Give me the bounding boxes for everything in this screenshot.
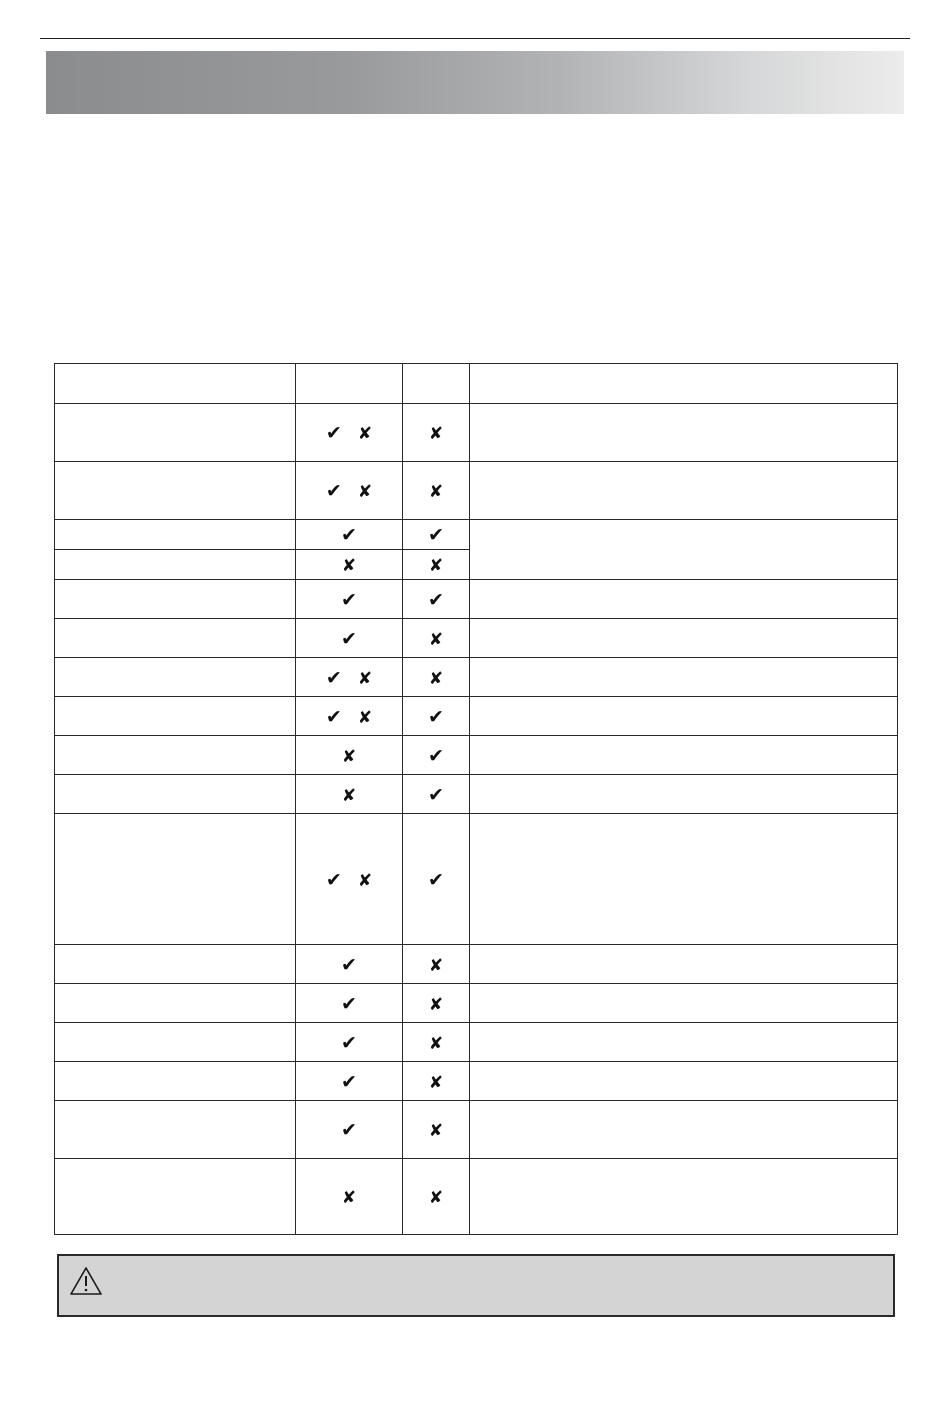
- cross-mark-icon: ✘: [428, 556, 444, 576]
- description-cell: [470, 462, 898, 520]
- row-label-cell: [55, 462, 296, 520]
- table-header-row: [55, 364, 898, 404]
- table-row: [55, 1062, 898, 1101]
- description-cell: [470, 580, 898, 619]
- mark-cell: [403, 736, 470, 775]
- table-row: [55, 462, 898, 520]
- cross-mark-icon: ✘: [357, 482, 373, 502]
- cross-mark-icon: ✘: [428, 994, 444, 1015]
- row-label-cell: [55, 775, 296, 814]
- cross-mark-icon: ✘: [428, 1072, 444, 1093]
- table-row: [55, 814, 898, 945]
- table-row: [55, 736, 898, 775]
- cross-mark-icon: ✘: [428, 424, 444, 444]
- description-cell: [470, 1023, 898, 1062]
- table-row: [55, 1159, 898, 1235]
- mark-cell: [296, 814, 403, 945]
- compatibility-table: [54, 363, 898, 1235]
- check-mark-icon: ✔: [325, 480, 342, 502]
- mark-cell: [296, 462, 403, 520]
- cross-mark-icon: ✘: [428, 482, 444, 502]
- cross-mark-icon: ✘: [428, 955, 444, 976]
- cross-mark-icon: ✘: [428, 1033, 444, 1054]
- header-cell-1: [55, 364, 296, 404]
- cross-mark-icon: ✘: [341, 1188, 357, 1208]
- table-row: [55, 1101, 898, 1159]
- row-label-cell: [55, 550, 296, 580]
- table-row: [55, 404, 898, 462]
- check-mark-icon: ✔: [325, 868, 342, 891]
- mark-cell: [296, 697, 403, 736]
- cross-mark-icon: ✘: [428, 668, 444, 689]
- mark-cell: [403, 1062, 470, 1101]
- check-mark-icon: ✔: [341, 953, 357, 976]
- mark-cell: [403, 1101, 470, 1159]
- cross-mark-icon: ✘: [428, 1188, 444, 1208]
- warning-triangle-icon: [69, 1266, 103, 1296]
- check-mark-icon: ✔: [428, 783, 444, 806]
- table-row: [55, 1023, 898, 1062]
- row-label-cell: [55, 1159, 296, 1235]
- mark-cell: [296, 775, 403, 814]
- mark-cell: [296, 736, 403, 775]
- check-mark-icon: ✔: [341, 524, 357, 546]
- mark-cell: [403, 520, 470, 550]
- header-cell-3: [403, 364, 470, 404]
- check-mark-icon: ✔: [325, 666, 342, 689]
- description-cell: [470, 1159, 898, 1235]
- description-cell: [470, 945, 898, 984]
- mark-cell: [296, 1023, 403, 1062]
- mark-cell: [296, 580, 403, 619]
- table-row: [55, 775, 898, 814]
- mark-cell: [296, 984, 403, 1023]
- cross-mark-icon: ✘: [341, 556, 357, 576]
- row-label-cell: [55, 814, 296, 945]
- row-label-cell: [55, 580, 296, 619]
- mark-cell: [403, 550, 470, 580]
- warning-box: [57, 1254, 895, 1317]
- cross-mark-icon: ✘: [341, 746, 357, 767]
- table-row: [55, 580, 898, 619]
- cross-mark-icon: ✘: [428, 629, 444, 650]
- mark-cell: [403, 462, 470, 520]
- mark-cell: [296, 658, 403, 697]
- top-rule: [40, 38, 910, 39]
- cross-mark-icon: ✘: [357, 870, 373, 891]
- mark-cell: [296, 945, 403, 984]
- check-mark-icon: ✔: [325, 422, 342, 444]
- mark-cell: [296, 1159, 403, 1235]
- mark-cell: [403, 984, 470, 1023]
- description-cell: [470, 520, 898, 580]
- check-mark-icon: ✔: [428, 524, 444, 546]
- description-cell: [470, 404, 898, 462]
- row-label-cell: [55, 658, 296, 697]
- header-cell-2: [296, 364, 403, 404]
- table-row: [55, 697, 898, 736]
- description-cell: [470, 1062, 898, 1101]
- description-cell: [470, 697, 898, 736]
- check-mark-icon: ✔: [428, 588, 444, 611]
- description-cell: [470, 658, 898, 697]
- table-row: [55, 658, 898, 697]
- mark-cell: [403, 945, 470, 984]
- check-mark-icon: ✔: [428, 744, 444, 767]
- check-mark-icon: ✔: [341, 627, 357, 650]
- check-mark-icon: ✔: [341, 992, 357, 1015]
- description-cell: [470, 736, 898, 775]
- mark-cell: [403, 1159, 470, 1235]
- cross-mark-icon: ✘: [341, 785, 357, 806]
- mark-cell: [296, 1062, 403, 1101]
- cross-mark-icon: ✘: [357, 668, 373, 689]
- mark-cell: [403, 814, 470, 945]
- mark-cell: [403, 619, 470, 658]
- header-cell-4: [470, 364, 898, 404]
- row-label-cell: [55, 945, 296, 984]
- table-row: [55, 984, 898, 1023]
- row-label-cell: [55, 520, 296, 550]
- mark-cell: [403, 1023, 470, 1062]
- mark-cell: [296, 1101, 403, 1159]
- row-label-cell: [55, 619, 296, 658]
- check-mark-icon: ✔: [428, 705, 444, 728]
- table-row: [55, 520, 898, 550]
- description-cell: [470, 775, 898, 814]
- mark-cell: [296, 520, 403, 550]
- mark-cell: [296, 550, 403, 580]
- cross-mark-icon: ✘: [357, 707, 373, 728]
- mark-cell: [403, 697, 470, 736]
- check-mark-icon: ✔: [341, 1070, 357, 1093]
- check-mark-icon: ✔: [341, 1119, 357, 1141]
- description-cell: [470, 984, 898, 1023]
- check-mark-icon: ✔: [341, 1031, 357, 1054]
- row-label-cell: [55, 1062, 296, 1101]
- cross-mark-icon: ✘: [428, 1121, 444, 1141]
- description-cell: [470, 1101, 898, 1159]
- row-label-cell: [55, 1023, 296, 1062]
- description-cell: [470, 619, 898, 658]
- row-label-cell: [55, 404, 296, 462]
- mark-cell: [403, 404, 470, 462]
- row-label-cell: [55, 736, 296, 775]
- table-row: [55, 619, 898, 658]
- mark-cell: [403, 580, 470, 619]
- check-mark-icon: ✔: [325, 705, 342, 728]
- header-bar: [46, 51, 904, 114]
- row-label-cell: [55, 1101, 296, 1159]
- check-mark-icon: ✔: [341, 588, 357, 611]
- mark-cell: [296, 404, 403, 462]
- row-label-cell: [55, 984, 296, 1023]
- mark-cell: [403, 775, 470, 814]
- table-row: [55, 945, 898, 984]
- check-mark-icon: ✔: [428, 868, 444, 891]
- mark-cell: [403, 658, 470, 697]
- cross-mark-icon: ✘: [357, 424, 373, 444]
- mark-cell: [296, 619, 403, 658]
- description-cell: [470, 814, 898, 945]
- row-label-cell: [55, 697, 296, 736]
